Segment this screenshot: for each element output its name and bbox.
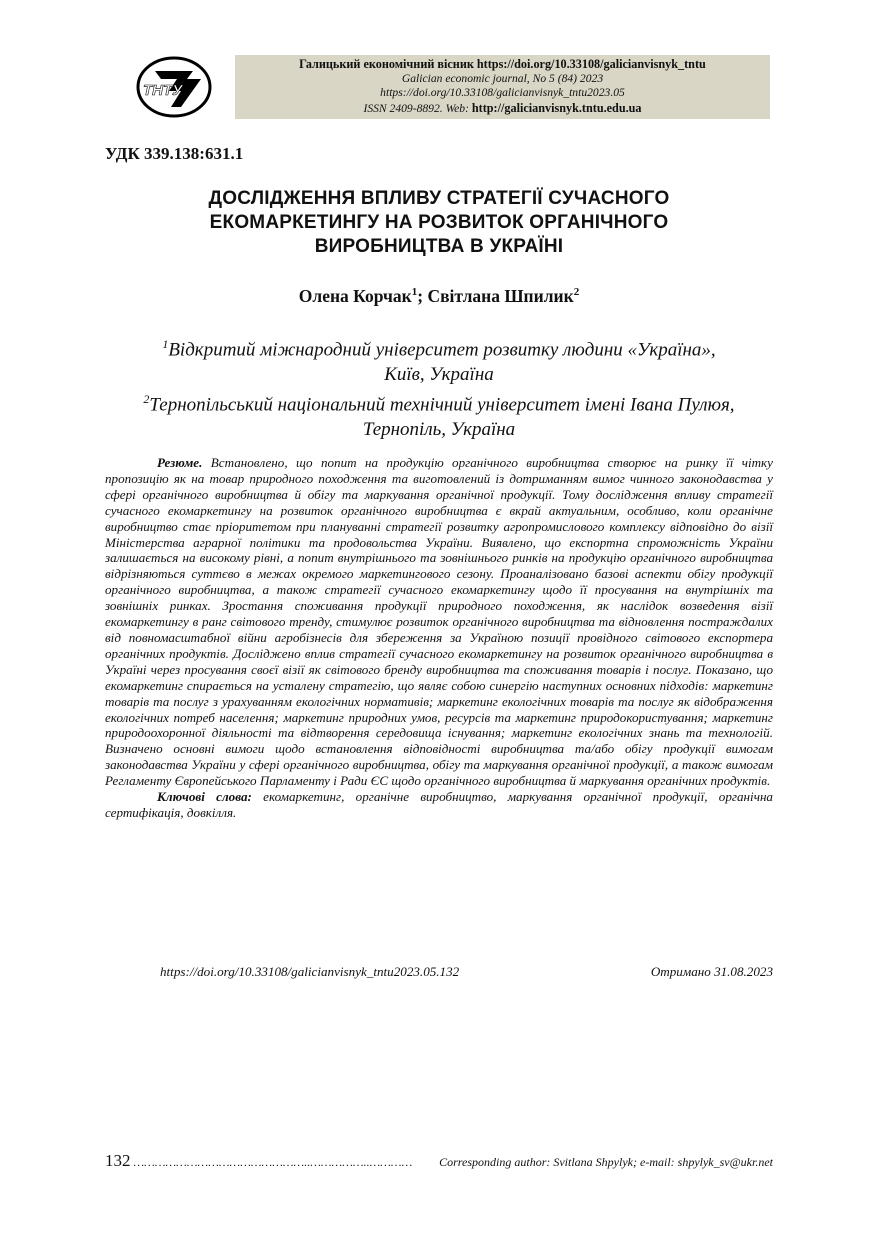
abstract-text: Встановлено, що попит на продукцію органічного виробництва створює на ринку її чітку пропозицію як на товар природного походження та виготовлений із дотриманням вимог чинного законодавства у сфері органічного виробництва й обігу та маркування органічної продукції. Тому дослідження впливу стратегії сучасного екомаркетингу на розвиток органічного виробництва є вкрай актуальним, особливо, коли органічне виробництво стає пріоритетом при плануванні стратегії розвитку агропромислового комплексу відповідно до візії Міністерства аграрної політики та продовольства України. Виявлено, що експортна спроможність України залишається на високому рівні, а попит внутрішнього та зовнішнього ринків на продукцію органічного виробництва відрізняються суттєво в межах окремого маркетингового сезону. Проаналізовано базові аспекти обігу продукції органічного виробництва, а також стратегії сучасного екомаркетингу щодо її просування на внутрішніх та зовнішніх ринках. Зростання споживання продукції природного походження, як наслідок возведення візії екомаркетингу в ранг світового тренду, стимулює розвиток органічного виробництва та відновлення постраждалих від повномасштабної війни агробізнесів для збереження за Україною позиції провідного світового експортера органічних продуктів. Досліджено вплив стратегії сучасного екомаркетингу на розвиток органічного виробництва в Україні через просування своєї візії як світового бренду виробництва та споживання товарів і послуг. Показано, що екомаркетинг спирається на усталену стратегію, що являє собою синергію наступних основних підходів: маркетинг товарів та послуг з урахуванням екологічних нормативів; маркетинг екологічних товарів та послуг як відображення екологічних потреб населення; маркетинг природних умов, ресурсів та маркетинг природокористування; маркетинг природоохоронної діяльності та відтворення середовища існування; маркетинг екологічних знань та технологій. Визначено основні вимоги щодо встановлення відповідності виробництва та/або обігу продукції вимогам законодавства України у сфері органічного виробництва, обігу та маркування органічної продукції, а також вимогам Регламенту Європейського Парламенту і Ради ЄС щодо органічного виробництва й маркування органічних продуктів. <box>105 455 773 789</box>
abstract-paragraph <box>105 455 773 789</box>
title-line-1: ДОСЛІДЖЕННЯ ВПЛИВУ СТРАТЕГІЇ СУЧАСНОГО <box>208 188 670 209</box>
affiliations <box>105 332 773 443</box>
header-issn: ISSN 2409-8892. Web: <box>363 101 472 115</box>
header-web-link[interactable]: http://galicianvisnyk.tntu.edu.ua <box>471 100 642 115</box>
title-line-3: ВИРОБНИЦТВА В УКРАЇНІ <box>314 236 564 257</box>
affil-2-mark: 2 <box>143 392 150 407</box>
corresponding-author: Corresponding author: Svitlana Shpylyk; e-mail: shpylyk_sv@ukr.net <box>439 1155 773 1169</box>
author-1-affil-mark: 1 <box>411 286 418 299</box>
page-footer <box>105 1151 773 1171</box>
affil-1-name: Відкритий міжнародний університет розвитку людини «Україна», <box>168 339 716 361</box>
header-journal-issue: Galician economic journal, No 5 (84) 2023 <box>401 71 604 85</box>
keywords-label: Ключові слова: <box>157 789 252 805</box>
abstract-label: Резюме. <box>157 455 203 470</box>
received-date: Отримано 31.08.2023 <box>650 964 773 979</box>
authors <box>105 286 773 307</box>
title-line-2: ЕКОМАРКЕТИНГУ НА РОЗВИТОК ОРГАНІЧНОГО <box>209 212 669 233</box>
journal-logo <box>135 55 213 119</box>
affil-2-city: Тернопіль, Україна <box>362 419 516 441</box>
authors-separator: ; <box>417 286 428 306</box>
author-2-affil-mark: 2 <box>573 286 580 299</box>
header-journal-title: Галицький економічний вісник https://doi.org/10.33108/galicianvisnyk_tntu <box>299 57 706 71</box>
abstract-section <box>105 455 773 821</box>
article-doi-link[interactable]: https://doi.org/10.33108/galicianvisnyk_tntu2023.05.132 <box>160 964 460 979</box>
affil-1-mark: 1 <box>162 337 169 351</box>
header-issue-doi: https://doi.org/10.33108/galicianvisnyk_tntu2023.05 <box>380 86 625 99</box>
journal-header <box>235 55 770 119</box>
keywords-text: екомаркетинг, органічне виробництво, маркування органічної продукції, органічна сертифікація, довкілля. <box>105 789 773 820</box>
article-doi-line <box>160 964 773 980</box>
keywords-paragraph <box>105 789 773 821</box>
page-number: 132 <box>105 1151 131 1170</box>
author-1: Олена Корчак <box>298 286 412 306</box>
article-title <box>105 187 773 259</box>
logo-text: ТНТУ <box>143 82 183 99</box>
footer-dots: …………………………………………..……………..………… <box>130 1155 413 1169</box>
affil-1-city: Київ, Україна <box>384 363 494 385</box>
author-2: Світлана Шпилик <box>427 286 574 306</box>
affil-2-name: Тернопільський національний технічний університет імені Івана Пулюя, <box>149 394 735 416</box>
udk-code: УДК 339.138:631.1 <box>105 144 244 163</box>
